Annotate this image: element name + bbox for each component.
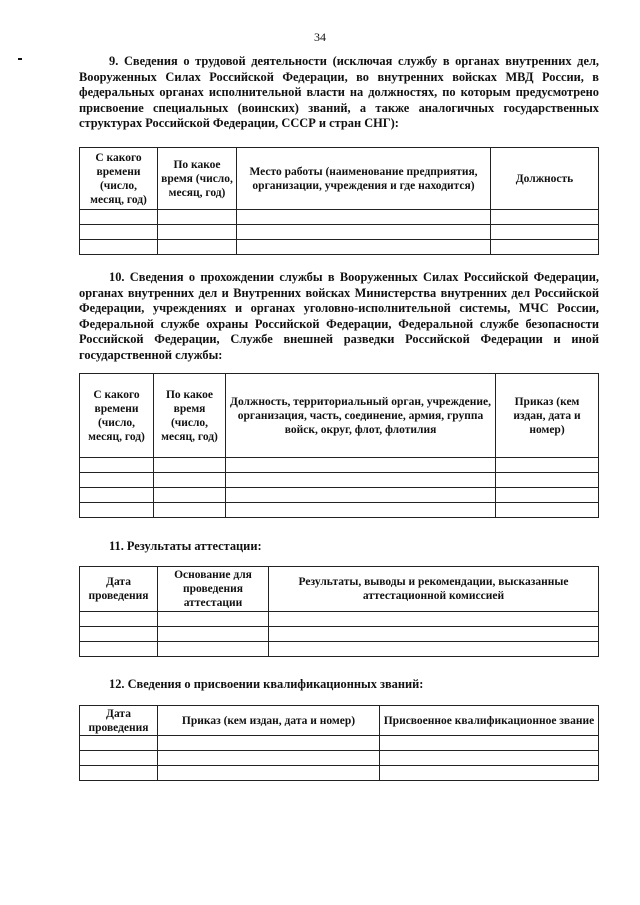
table-cell[interactable] [380,736,599,751]
table-row [80,473,599,488]
col-order: Приказ (кем издан, дата и номер) [496,374,599,458]
table-cell[interactable] [496,458,599,473]
col-date: Дата проведения [80,706,158,736]
col-qualification: Присвоенное квалификационное звание [380,706,599,736]
table-cell[interactable] [80,210,158,225]
table-cell[interactable] [496,473,599,488]
table-cell[interactable] [269,627,599,642]
table-cell[interactable] [80,240,158,255]
section-10-title: 10. Сведения о прохождении службы в Вооруженных Силах Российской Федерации, органах внутренних дел и Внутренних войсках Министерства внутренних дел Российской Федерации, учреждениях и органах уголовно-исполнительной системы, МЧС России, Федеральной службе охраны Российской Федерации, Федеральной службе безопасности Российской Федерации, Службе внешней разведки Российской Федерации и иной государственной службы: [79,270,599,362]
table-row [80,240,599,255]
table-cell[interactable] [80,751,158,766]
table-cell[interactable] [80,627,158,642]
work-history-table [79,147,599,255]
table-cell[interactable] [158,225,237,240]
col-service-details: Должность, территориальный орган, учреждение, организация, часть, соединение, армия, группа войск, округ, флот, флотилия [226,374,496,458]
table-cell[interactable] [158,240,237,255]
table-cell[interactable] [154,488,226,503]
table-header-row [80,374,599,458]
table-row [80,225,599,240]
table-header-row [80,567,599,612]
table-cell[interactable] [237,240,491,255]
table-cell[interactable] [237,225,491,240]
margin-mark [18,58,22,60]
col-date: Дата проведения [80,567,158,612]
table-cell[interactable] [269,612,599,627]
col-order: Приказ (кем издан, дата и номер) [158,706,380,736]
table-row [80,458,599,473]
table-row [80,503,599,518]
table-cell[interactable] [380,751,599,766]
table-cell[interactable] [226,458,496,473]
table-row [80,736,599,751]
table-cell[interactable] [154,503,226,518]
table-row [80,612,599,627]
table-cell[interactable] [80,225,158,240]
table-row [80,751,599,766]
qualification-table [79,705,599,781]
table-cell[interactable] [158,627,269,642]
page-number: 34 [314,30,326,44]
table-cell[interactable] [80,473,154,488]
table-cell[interactable] [80,642,158,657]
section-12-title: 12. Сведения о присвоении квалификационных званий: [109,677,424,691]
table-cell[interactable] [80,766,158,781]
table-cell[interactable] [154,458,226,473]
table-cell[interactable] [496,503,599,518]
col-results: Результаты, выводы и рекомендации, высказанные аттестационной комиссией [269,567,599,612]
table-cell[interactable] [80,612,158,627]
table-cell[interactable] [80,503,154,518]
col-workplace: Место работы (наименование предприятия, организации, учреждения и где находится) [237,148,491,210]
table-cell[interactable] [226,488,496,503]
col-position: Должность [491,148,599,210]
col-basis: Основание для проведения аттестации [158,567,269,612]
table-cell[interactable] [158,751,380,766]
section-11-title: 11. Результаты аттестации: [109,539,262,553]
table-cell[interactable] [80,736,158,751]
table-cell[interactable] [158,642,269,657]
table-cell[interactable] [80,488,154,503]
service-history-table [79,373,599,518]
table-cell[interactable] [226,473,496,488]
table-cell[interactable] [380,766,599,781]
table-cell[interactable] [496,488,599,503]
table-cell[interactable] [491,225,599,240]
table-cell[interactable] [491,240,599,255]
table-header-row [80,706,599,736]
table-cell[interactable] [226,503,496,518]
table-cell[interactable] [269,642,599,657]
table-row [80,210,599,225]
table-row [80,766,599,781]
table-cell[interactable] [158,766,380,781]
table-cell[interactable] [158,210,237,225]
table-row [80,642,599,657]
col-from-date: С какого времени (число, месяц, год) [80,148,158,210]
section-9-title: 9. Сведения о трудовой деятельности (исключая службу в органах внутренних дел, Вооруженных Силах Российской Федерации, во внутренних войсках МВД России, в федеральных органах исполнительной власти на должностях, по которым предусмотрено присвоение специальных (воинских) званий, а также аналогичных государственных структурах Российской Федерации, СССР и стран СНГ): [79,54,599,130]
col-to-date: По какое время (число, месяц, год) [154,374,226,458]
table-header-row [80,148,599,210]
table-row [80,627,599,642]
table-cell[interactable] [158,736,380,751]
table-cell[interactable] [158,612,269,627]
table-cell[interactable] [154,473,226,488]
attestation-table [79,566,599,657]
table-cell[interactable] [80,458,154,473]
col-to-date: По какое время (число, месяц, год) [158,148,237,210]
table-row [80,488,599,503]
table-cell[interactable] [237,210,491,225]
table-cell[interactable] [491,210,599,225]
col-from-date: С какого времени (число, месяц, год) [80,374,154,458]
